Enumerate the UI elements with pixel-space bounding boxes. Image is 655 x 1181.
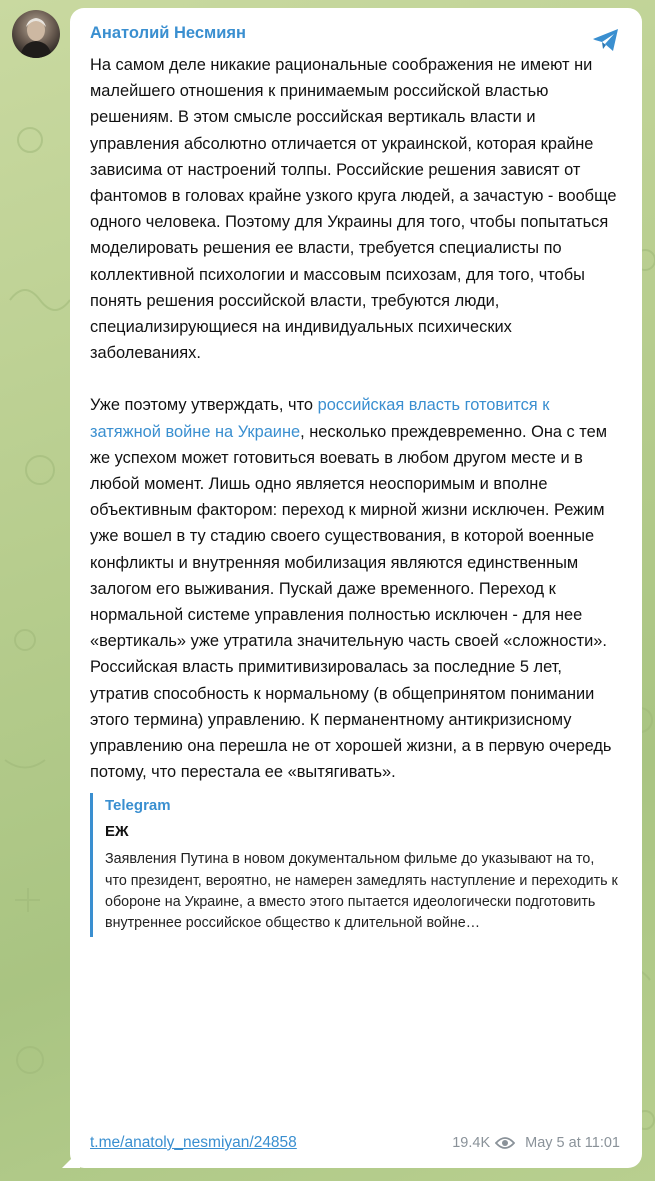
message-footer (90, 1132, 620, 1154)
link-preview-description: Заявления Путина в новом документальном фильме до указывают на то, что президент, вероятно, не намерен замедлять наступление и переходить к обороне на Украине, а вместо этого пытается идеологически подготовить внутреннее российское общество к длительной войне… (105, 851, 618, 932)
channel-name[interactable]: Анатолий Несмиян (90, 24, 246, 42)
link-preview-title: ЕЖ (105, 823, 129, 841)
link-preview[interactable] (90, 793, 620, 936)
post-link[interactable]: t.me/anatoly_nesmiyan/24858 (90, 1134, 297, 1151)
message-bubble (70, 8, 642, 1168)
message-date: May 5 at 11:01 (525, 1135, 620, 1151)
paragraph-2-start: Уже поэтому утверждать, что (90, 396, 318, 415)
message-text (90, 52, 620, 785)
paragraph-2-end: , несколько преждевременно. Она с тем же успехом может готовиться воевать в любом другом месте и в любой момент. Лишь одно является неоспоримым и вполне объективным фактором: переход к мирной жизни исключен. Режим уже вошел в ту стадию своего существования, в которой военные конфликты и внутренняя мобилизация являются единственным залогом его выживания. Пускай даже временного. Переход к нормальной системе управления полностью исключен - для нее «вертикаль» уже утратила значительную часть своей «сложности». Российская власть примитивизировалась за последние 5 лет, утратив способность к нормальному (в общепринятом понимании этого термина) управлению. К перманентному антикризисному управлению она перешла не от хорошей жизни, а в первую очередь потому, что перестала ее «вытягивать». (90, 422, 612, 782)
eye-icon (495, 1136, 515, 1150)
channel-avatar[interactable] (12, 10, 60, 58)
telegram-plane-icon[interactable] (590, 24, 622, 56)
link-preview-site: Telegram (105, 797, 171, 815)
avatar-portrait-icon (12, 10, 60, 58)
message-paragraph-1: На самом деле никакие рациональные соображения не имеют ни малейшего отношения к принимаемым российской властью решениям. В этом смысле российская вертикаль власти и управления абсолютно отличается от украинской, которая крайне зависима от настроений толпы. Российские решения зависят от фантомов в головах крайне узкого круга людей, а зачастую - вообще одного человека. Поэтому для Украины для того, чтобы попытаться моделировать решения ее власти, требуется специалисты по коллективной психологии и массовым психозам, для того, чтобы понять решения российской власти, требуются люди, специализирующиеся на индивидуальных психических заболеваниях. (90, 56, 617, 363)
view-count: 19.4K (452, 1135, 491, 1151)
message-meta (452, 1135, 620, 1151)
message-paragraph-2 (90, 392, 620, 785)
inline-link[interactable]: российская власть готовится к затяжной войне на Украине (90, 396, 550, 441)
